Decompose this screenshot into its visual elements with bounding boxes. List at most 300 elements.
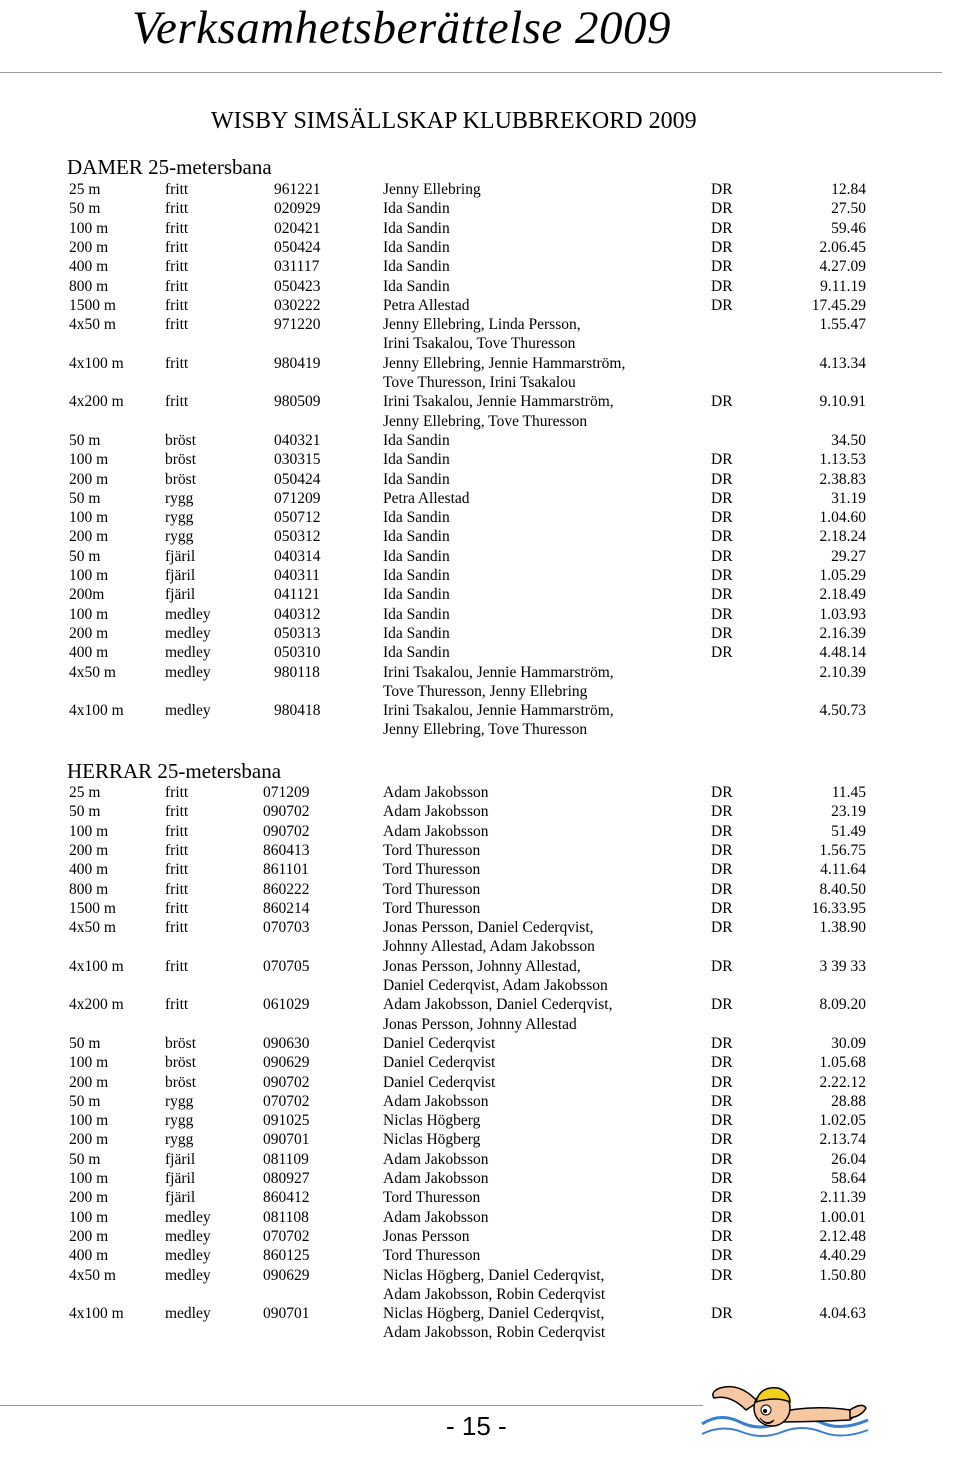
record-date: 031117 — [274, 258, 320, 276]
district-record-flag: DR — [711, 957, 733, 975]
event-distance: 100 m — [69, 1208, 109, 1226]
record-date: 070703 — [263, 919, 310, 937]
event-stroke: fritt — [165, 861, 189, 879]
swimmer-name: Irini Tsakalou, Jennie Hammarström, — [383, 663, 614, 681]
record-date: 091025 — [263, 1112, 310, 1130]
swimmer-name: Ida Sandin — [383, 219, 450, 237]
record-date: 980118 — [274, 663, 320, 681]
record-date: 090702 — [263, 822, 310, 840]
pupil-icon — [763, 1409, 767, 1413]
event-distance: 100 m — [69, 451, 109, 469]
event-distance: 200 m — [69, 1073, 109, 1091]
swimmer-name: Adam Jakobsson — [383, 1208, 489, 1226]
event-stroke: fjäril — [165, 1189, 196, 1207]
swimmer-name: Johnny Allestad, Adam Jakobsson — [383, 938, 595, 956]
swimmer-name: Ida Sandin — [383, 547, 450, 565]
record-date: 040311 — [274, 567, 320, 584]
record-time: 8.09.20 — [819, 996, 866, 1014]
record-time: 9.10.91 — [819, 393, 866, 411]
event-distance: 25 m — [69, 784, 101, 801]
event-stroke: bröst — [165, 1073, 196, 1091]
record-time: 16.33.95 — [811, 899, 866, 917]
event-stroke: fritt — [165, 200, 189, 218]
event-stroke: fritt — [165, 822, 189, 840]
record-time: 12.84 — [831, 181, 866, 198]
swimmer-name: Ida Sandin — [383, 451, 450, 469]
record-time: 58.64 — [831, 1170, 866, 1187]
event-stroke: medley — [165, 624, 211, 642]
swimmer-name: Daniel Cederqvist — [383, 1073, 496, 1091]
record-time: 2.38.83 — [819, 470, 866, 488]
event-distance: 200 m — [69, 1189, 109, 1207]
swimmer-name: Irini Tsakalou, Jennie Hammarström, — [383, 393, 614, 411]
district-record-flag: DR — [711, 1305, 733, 1323]
event-stroke: bröst — [165, 431, 196, 449]
district-record-flag: DR — [711, 258, 733, 276]
record-date: 980509 — [274, 393, 321, 411]
event-distance: 400 m — [69, 644, 109, 662]
record-time: 2.16.39 — [819, 624, 866, 642]
district-record-flag: DR — [711, 277, 733, 295]
record-date: 090702 — [263, 1073, 310, 1091]
record-date: 861101 — [263, 861, 309, 879]
swimmer-name: Jenny Ellebring — [383, 181, 481, 198]
swimmer-name: Ida Sandin — [383, 470, 450, 488]
event-stroke: fritt — [165, 957, 189, 975]
record-date: 050310 — [274, 644, 321, 662]
event-distance: 200 m — [69, 528, 109, 546]
event-distance: 4x100 m — [69, 1305, 124, 1323]
event-stroke: rygg — [165, 528, 194, 546]
record-time: 1.05.68 — [819, 1054, 866, 1072]
record-time: 1.05.29 — [819, 567, 866, 584]
swimmer-illustration-icon — [700, 1362, 870, 1457]
district-record-flag: DR — [711, 393, 733, 411]
district-record-flag: DR — [711, 841, 733, 859]
event-distance: 400 m — [69, 861, 109, 879]
swimmer-name: Ida Sandin — [383, 277, 450, 295]
event-distance: 1500 m — [69, 899, 116, 917]
swimmer-name: Adam Jakobsson — [383, 1170, 489, 1187]
event-stroke: bröst — [165, 1054, 196, 1072]
district-record-flag: DR — [711, 586, 733, 604]
record-time: 28.88 — [831, 1092, 866, 1110]
event-stroke: medley — [165, 1208, 211, 1226]
record-date: 090701 — [263, 1305, 310, 1323]
event-distance: 4x100 m — [69, 702, 124, 720]
record-date: 980418 — [274, 702, 321, 720]
swimmer-name: Petra Allestad — [383, 489, 470, 507]
swimmer-name: Adam Jakobsson — [383, 1150, 489, 1168]
swimmer-name: Tord Thuresson — [383, 880, 481, 898]
district-record-flag: DR — [711, 296, 733, 314]
event-stroke: fritt — [165, 996, 189, 1014]
swimmer-name: Jenny Ellebring, Linda Persson, — [383, 316, 581, 334]
record-time: 2.18.24 — [819, 528, 866, 546]
record-date: 050312 — [274, 528, 321, 546]
district-record-flag: DR — [711, 1112, 733, 1130]
event-stroke: fjäril — [165, 1150, 196, 1168]
event-distance: 1500 m — [69, 296, 116, 314]
district-record-flag: DR — [711, 1189, 733, 1207]
district-record-flag: DR — [711, 1150, 733, 1168]
record-time: 1.13.53 — [819, 451, 866, 469]
event-distance: 4x50 m — [69, 316, 116, 334]
event-distance: 50 m — [69, 547, 101, 565]
swimmer-name: Irini Tsakalou, Jennie Hammarström, — [383, 702, 614, 720]
swimmer-name: Tord Thuresson — [383, 899, 481, 917]
district-record-flag: DR — [711, 861, 733, 879]
record-time: 31.19 — [831, 489, 866, 507]
swimmer-name: Tord Thuresson — [383, 861, 481, 879]
swimmer-name: Jonas Persson, Johnny Allestad, — [383, 957, 581, 975]
swimmer-name: Ida Sandin — [383, 567, 450, 584]
event-stroke: fritt — [165, 354, 189, 372]
swimmer-name: Jenny Ellebring, Tove Thuresson — [383, 721, 588, 739]
record-date: 860413 — [263, 841, 310, 859]
district-record-flag: DR — [711, 238, 733, 256]
event-stroke: fritt — [165, 841, 189, 859]
district-record-flag: DR — [711, 1131, 733, 1149]
record-date: 090630 — [263, 1034, 310, 1052]
event-stroke: rygg — [165, 1092, 194, 1110]
district-record-flag: DR — [711, 880, 733, 898]
swimmer-name: Jonas Persson — [383, 1227, 470, 1245]
swimmer-name: Jonas Persson, Johnny Allestad — [383, 1015, 577, 1033]
swimmer-name: Daniel Cederqvist — [383, 1034, 496, 1052]
record-date: 090629 — [263, 1054, 310, 1072]
damer-section-title: DAMER 25-metersbana — [67, 155, 272, 179]
record-date: 040321 — [274, 431, 321, 449]
event-stroke: medley — [165, 605, 211, 623]
district-record-flag: DR — [711, 1208, 733, 1226]
swimmer-name: Petra Allestad — [383, 296, 470, 314]
swimmer-name: Niclas Högberg — [383, 1112, 481, 1130]
event-stroke: medley — [165, 1227, 211, 1245]
record-time: 23.19 — [831, 803, 866, 821]
district-record-flag: DR — [711, 451, 733, 469]
record-date: 071209 — [274, 489, 321, 507]
event-stroke: fritt — [165, 181, 189, 198]
document-title: WISBY SIMSÄLLSKAP KLUBBREKORD 2009 — [211, 108, 697, 134]
record-date: 030222 — [274, 296, 321, 314]
record-time: 26.04 — [831, 1150, 866, 1168]
event-stroke: rygg — [165, 509, 194, 527]
event-stroke: fritt — [165, 784, 189, 801]
swimmer-name: Adam Jakobsson, Robin Cederqvist — [383, 1285, 606, 1303]
swimmer-name: Tove Thuresson, Jenny Ellebring — [383, 682, 588, 700]
record-time: 30.09 — [831, 1034, 866, 1052]
record-date: 961221 — [274, 181, 321, 198]
event-stroke: medley — [165, 663, 211, 681]
record-date: 050424 — [274, 470, 321, 488]
district-record-flag: DR — [711, 1073, 733, 1091]
event-distance: 100 m — [69, 1054, 109, 1072]
district-record-flag: DR — [711, 1227, 733, 1245]
record-date: 041121 — [274, 586, 320, 604]
swimmer-name: Adam Jakobsson — [383, 1092, 489, 1110]
record-date: 061029 — [263, 996, 310, 1014]
event-stroke: fritt — [165, 880, 189, 898]
district-record-flag: DR — [711, 567, 733, 584]
record-time: 2.11.39 — [820, 1189, 866, 1207]
event-distance: 400 m — [69, 258, 109, 276]
district-record-flag: DR — [711, 899, 733, 917]
swimmer-name: Ida Sandin — [383, 431, 450, 449]
event-distance: 800 m — [69, 880, 109, 898]
district-record-flag: DR — [711, 1266, 733, 1284]
event-distance: 4x50 m — [69, 919, 116, 937]
record-date: 070705 — [263, 957, 310, 975]
swimmer-name: Tord Thuresson — [383, 1189, 481, 1207]
record-time: 27.50 — [831, 200, 866, 218]
event-stroke: medley — [165, 644, 211, 662]
swimmer-name: Irini Tsakalou, Tove Thuresson — [383, 335, 576, 353]
event-stroke: fritt — [165, 316, 189, 334]
swimmer-name: Ida Sandin — [383, 624, 450, 642]
record-date: 980419 — [274, 354, 321, 372]
record-date: 050313 — [274, 624, 321, 642]
record-date: 030315 — [274, 451, 321, 469]
swimmer-name: Niclas Högberg, Daniel Cederqvist, — [383, 1266, 605, 1284]
event-distance: 400 m — [69, 1247, 109, 1265]
record-time: 2.06.45 — [819, 238, 866, 256]
swimmer-name: Ida Sandin — [383, 644, 450, 662]
record-date: 050712 — [274, 509, 321, 527]
event-stroke: medley — [165, 702, 211, 720]
header-divider — [0, 72, 942, 73]
event-distance: 200m — [69, 586, 105, 604]
event-distance: 200 m — [69, 238, 109, 256]
record-time: 34.50 — [831, 431, 866, 449]
herrar-section-title: HERRAR 25-metersbana — [67, 759, 282, 783]
record-time: 1.56.75 — [819, 841, 866, 859]
record-time: 4.40.29 — [819, 1247, 866, 1265]
event-stroke: fritt — [165, 899, 189, 917]
swimmer-name: Tord Thuresson — [383, 841, 481, 859]
district-record-flag: DR — [711, 605, 733, 623]
record-date: 070702 — [263, 1227, 310, 1245]
record-date: 860412 — [263, 1189, 310, 1207]
record-time: 4.04.63 — [819, 1305, 866, 1323]
swimmer-name: Jenny Ellebring, Jennie Hammarström, — [383, 354, 626, 372]
event-distance: 100 m — [69, 567, 109, 584]
record-time: 1.38.90 — [819, 919, 866, 937]
record-date: 071209 — [263, 784, 310, 801]
district-record-flag: DR — [711, 822, 733, 840]
event-distance: 50 m — [69, 431, 101, 449]
event-stroke: rygg — [165, 1131, 194, 1149]
event-stroke: fjäril — [165, 567, 196, 584]
record-time: 2.12.48 — [819, 1227, 866, 1245]
record-time: 17.45.29 — [811, 296, 866, 314]
event-distance: 100 m — [69, 1112, 109, 1130]
swimmer-name: Tord Thuresson — [383, 1247, 481, 1265]
event-distance: 50 m — [69, 1092, 101, 1110]
record-date: 860214 — [263, 899, 310, 917]
record-time: 1.03.93 — [819, 605, 866, 623]
district-record-flag: DR — [711, 919, 733, 937]
event-distance: 4x100 m — [69, 957, 124, 975]
record-time: 2.10.39 — [819, 663, 866, 681]
record-date: 080927 — [263, 1170, 310, 1187]
swimmer-name: Niclas Högberg — [383, 1131, 481, 1149]
event-stroke: rygg — [165, 1112, 194, 1130]
record-date: 050423 — [274, 277, 321, 295]
event-stroke: fritt — [165, 258, 189, 276]
event-distance: 200 m — [69, 624, 109, 642]
record-time: 9.11.19 — [820, 277, 866, 295]
event-distance: 100 m — [69, 219, 109, 237]
swimmer-name: Ida Sandin — [383, 238, 450, 256]
record-time: 4.27.09 — [819, 258, 866, 276]
event-stroke: medley — [165, 1305, 211, 1323]
footer-divider — [0, 1405, 703, 1406]
record-time: 4.48.14 — [819, 644, 866, 662]
district-record-flag: DR — [711, 1170, 733, 1187]
event-distance: 4x100 m — [69, 354, 124, 372]
record-time: 4.50.73 — [819, 702, 866, 720]
page-number: - 15 - — [446, 1411, 507, 1441]
event-stroke: fritt — [165, 296, 189, 314]
event-stroke: fjäril — [165, 547, 196, 565]
swimmer-name: Daniel Cederqvist, Adam Jakobsson — [383, 977, 608, 994]
swimmer-name: Adam Jakobsson, Daniel Cederqvist, — [383, 996, 613, 1014]
event-stroke: fritt — [165, 393, 189, 411]
event-stroke: rygg — [165, 489, 194, 507]
event-stroke: bröst — [165, 451, 196, 469]
district-record-flag: DR — [711, 784, 733, 801]
event-distance: 4x50 m — [69, 663, 116, 681]
event-stroke: medley — [165, 1247, 211, 1265]
event-distance: 50 m — [69, 803, 101, 821]
record-date: 040312 — [274, 605, 321, 623]
record-time: 1.50.80 — [819, 1266, 866, 1284]
district-record-flag: DR — [711, 1247, 733, 1265]
swimmer-name: Adam Jakobsson — [383, 784, 489, 801]
swimmer-name: Ida Sandin — [383, 605, 450, 623]
event-distance: 100 m — [69, 1170, 109, 1187]
district-record-flag: DR — [711, 1092, 733, 1110]
record-date: 020929 — [274, 200, 321, 218]
swimmer-name: Ida Sandin — [383, 528, 450, 546]
district-record-flag: DR — [711, 219, 733, 237]
record-date: 081109 — [263, 1150, 309, 1168]
district-record-flag: DR — [711, 803, 733, 821]
record-time: 11.45 — [831, 784, 866, 801]
district-record-flag: DR — [711, 624, 733, 642]
district-record-flag: DR — [711, 996, 733, 1014]
event-stroke: fritt — [165, 919, 189, 937]
event-stroke: fjäril — [165, 1170, 196, 1187]
event-distance: 100 m — [69, 605, 109, 623]
swimmer-name: Daniel Cederqvist — [383, 1054, 496, 1072]
water-wave-icon — [702, 1428, 868, 1436]
swimmer-name: Jenny Ellebring, Tove Thuresson — [383, 412, 588, 430]
swimmer-name: Ida Sandin — [383, 258, 450, 276]
record-time: 1.55.47 — [819, 316, 866, 334]
event-distance: 200 m — [69, 1227, 109, 1245]
district-record-flag: DR — [711, 644, 733, 662]
event-distance: 200 m — [69, 470, 109, 488]
record-date: 860222 — [263, 880, 310, 898]
district-record-flag: DR — [711, 547, 733, 565]
event-distance: 4x200 m — [69, 393, 124, 411]
swimmer-name: Jonas Persson, Daniel Cederqvist, — [383, 919, 594, 937]
record-date: 860125 — [263, 1247, 310, 1265]
swimmer-name: Ida Sandin — [383, 200, 450, 218]
record-time: 59.46 — [831, 219, 866, 237]
event-stroke: bröst — [165, 1034, 196, 1052]
record-date: 090629 — [263, 1266, 310, 1284]
header-title: Verksamhetsberättelse 2009 — [132, 2, 672, 54]
record-time: 1.02.05 — [819, 1112, 866, 1130]
event-stroke: fritt — [165, 238, 189, 256]
event-distance: 50 m — [69, 489, 101, 507]
event-distance: 50 m — [69, 1150, 101, 1168]
district-record-flag: DR — [711, 1034, 733, 1052]
record-time: 1.00.01 — [819, 1208, 866, 1226]
event-distance: 50 m — [69, 200, 101, 218]
district-record-flag: DR — [711, 509, 733, 527]
event-stroke: bröst — [165, 470, 196, 488]
swimmer-name: Adam Jakobsson, Robin Cederqvist — [383, 1324, 606, 1342]
event-distance: 4x200 m — [69, 996, 124, 1014]
swimmer-name: Tove Thuresson, Irini Tsakalou — [383, 374, 576, 391]
record-time: 4.11.64 — [820, 861, 866, 879]
record-date: 020421 — [274, 219, 321, 237]
district-record-flag: DR — [711, 181, 733, 198]
record-time: 2.22.12 — [819, 1073, 866, 1091]
arm-icon — [713, 1387, 758, 1410]
event-distance: 100 m — [69, 822, 109, 840]
event-distance: 4x50 m — [69, 1266, 116, 1284]
event-stroke: fritt — [165, 219, 189, 237]
record-date: 070702 — [263, 1092, 310, 1110]
swimmer-name: Ida Sandin — [383, 509, 450, 527]
record-date: 971220 — [274, 316, 321, 334]
event-stroke: fjäril — [165, 586, 196, 604]
record-time: 51.49 — [831, 822, 866, 840]
event-stroke: fritt — [165, 803, 189, 821]
event-distance: 200 m — [69, 1131, 109, 1149]
swimmer-name: Ida Sandin — [383, 586, 450, 604]
record-time: 29.27 — [831, 547, 866, 565]
record-date: 081108 — [263, 1208, 309, 1226]
district-record-flag: DR — [711, 200, 733, 218]
district-record-flag: DR — [711, 470, 733, 488]
record-date: 090702 — [263, 803, 310, 821]
event-distance: 100 m — [69, 509, 109, 527]
event-distance: 800 m — [69, 277, 109, 295]
event-distance: 25 m — [69, 181, 101, 198]
event-distance: 200 m — [69, 841, 109, 859]
record-time: 2.18.49 — [819, 586, 866, 604]
district-record-flag: DR — [711, 489, 733, 507]
record-time: 3 39 33 — [819, 957, 866, 975]
swimmer-name: Adam Jakobsson — [383, 822, 489, 840]
record-time: 1.04.60 — [819, 509, 866, 527]
foot-icon — [850, 1405, 866, 1418]
event-stroke: medley — [165, 1266, 211, 1284]
record-date: 090701 — [263, 1131, 310, 1149]
event-stroke: fritt — [165, 277, 189, 295]
district-record-flag: DR — [711, 1054, 733, 1072]
record-time: 2.13.74 — [819, 1131, 866, 1149]
record-date: 050424 — [274, 238, 321, 256]
record-time: 8.40.50 — [819, 880, 866, 898]
district-record-flag: DR — [711, 528, 733, 546]
